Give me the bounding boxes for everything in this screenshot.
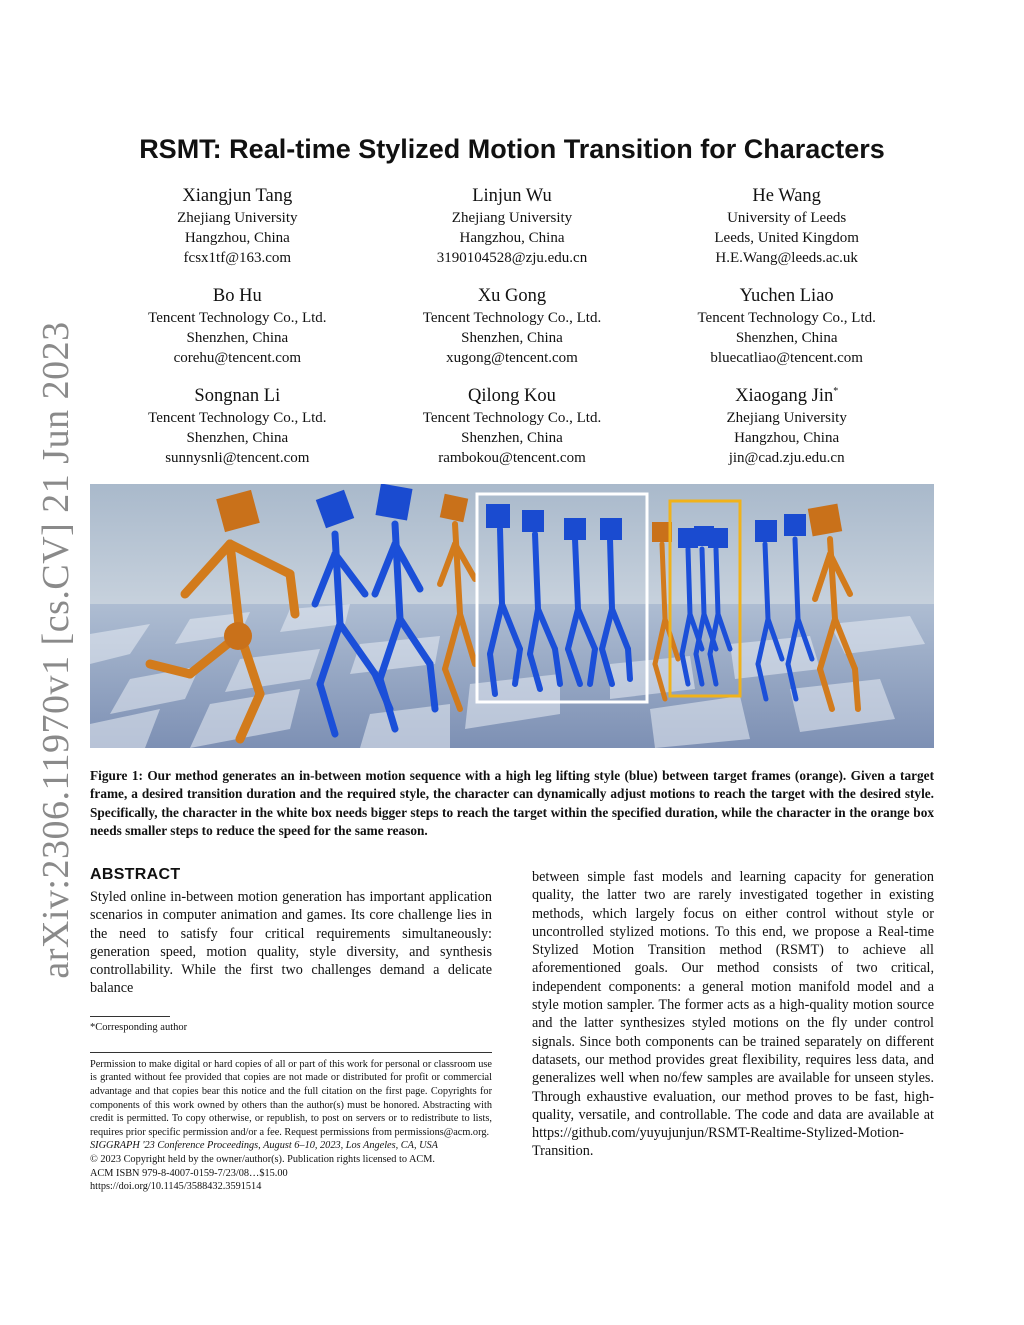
figure-caption-text: Our method generates an in-between motion sequence with a high leg lifting style (blue) between target frames (orange). Given a target frame, a desired transition duration and the required style, the character can dynamically adjust motions to reach the target with the desired style. Specifically, the character in the white box needs bigger steps to reach the target within the specified duration, while the character in the orange box needs smaller steps to reduce the speed for the same reason. [90, 768, 935, 839]
figure-caption [90, 767, 934, 841]
paper-title: RSMT: Real-time Stylized Motion Transition for Characters [139, 134, 885, 164]
author-block [649, 380, 924, 468]
author-block [375, 280, 650, 368]
author-email[interactable]: jin@cad.zju.edu.cn [728, 450, 845, 467]
author-email[interactable]: sunnysnli@tencent.com [165, 450, 310, 467]
author-block [649, 180, 924, 268]
author-location: Shenzhen, China [461, 430, 563, 447]
author-name: Bo Hu [212, 286, 262, 307]
footnote-rule [90, 1016, 170, 1017]
author-name: Xu Gong [477, 286, 547, 307]
author-name: Songnan Li [194, 386, 281, 407]
author-affiliation: Tencent Technology Co., Ltd. [422, 410, 602, 427]
abstract-left-text: Styled online in-between motion generation has important application scenarios in computer animation and games. Its core challenge lies in the need to satisfy four critical requirements simultaneously: generation speed, motion quality, style diversity, and synthesis controllability. While the first two challenges demand a delicate balance [90, 889, 492, 997]
teaser-figure [90, 484, 934, 748]
author-email[interactable]: rambokou@tencent.com [438, 450, 586, 467]
author-affiliation: Zhejiang University [726, 410, 847, 427]
figure-sky [90, 484, 934, 614]
author-location: Leeds, United Kingdom [714, 230, 859, 247]
copyright-line: © 2023 Copyright held by the owner/author(s). Publication rights licensed to ACM. [90, 1153, 436, 1165]
author-block [375, 380, 650, 468]
author-name: Qilong Kou [468, 386, 556, 407]
permission-block [90, 1052, 492, 1194]
author-location: Shenzhen, China [186, 430, 289, 447]
abstract-right-text: between simple fast models and learning capacity for generation quality, the latter two are rarely investigated together in existing methods, which largely focus on either control without style or uncontrolled stylized motions. To this end, we propose a Real-time Stylized Motion Transition method (RSMT) to achieve all aforementioned goals. Our method consists of two critical, independent components: a general motion manifold model and a style motion sampler. The former acts as a high-quality motion source and the latter synthesizes styled motions on the fly under control signals. Since both components can be trained separately on different datasets, our method provides great flexibility, requires less data, and generalizes well when no/few samples are available for unseen styles. Through exhaustive evaluation, our method proves to be fast, high-quality, versatile, and controllable. The code and data are available at https://github.com/yuyujunjun/RSMT-Realtime-Stylized-Motion-Transition. [532, 869, 934, 1160]
author-affiliation: Tencent Technology Co., Ltd. [148, 310, 327, 327]
author-grid [100, 180, 924, 468]
author-location: Shenzhen, China [735, 330, 838, 347]
author-affiliation: Zhejiang University [451, 210, 573, 227]
author-name: Linjun Wu [472, 186, 552, 207]
arxiv-side-stamp: arXiv:2306.11970v1 [cs.CV] 21 Jun 2023 [35, 321, 77, 979]
author-location: Hangzhou, China [459, 230, 565, 247]
author-affiliation: Tencent Technology Co., Ltd. [697, 310, 876, 327]
author-location: Shenzhen, China [186, 330, 289, 347]
author-email[interactable]: bluecatliao@tencent.com [710, 350, 863, 367]
author-location: Hangzhou, China [734, 430, 840, 447]
author-email[interactable]: corehu@tencent.com [173, 350, 302, 367]
left-column [90, 866, 492, 1194]
author-email[interactable]: fcsx1tf@163.com [183, 250, 292, 267]
author-email[interactable]: xugong@tencent.com [446, 350, 578, 367]
author-email[interactable]: H.E.Wang@leeds.ac.uk [715, 250, 858, 267]
author-name: He Wang [752, 186, 821, 207]
right-column [532, 868, 934, 1161]
figure-label: Figure 1: [90, 768, 143, 783]
author-location: Hangzhou, China [184, 230, 290, 247]
isbn-line: ACM ISBN 979-8-4007-0159-7/23/08…$15.00 [90, 1167, 288, 1179]
permission-text: Permission to make digital or hard copies of all or part of this work for personal or classroom use is granted without fee provided that copies are not made or distributed for profit or commercial advantage and that copies bear this notice and the full citation on the first page. Copyrights for components of this work owned by others than the author(s) must be honored. Abstracting with credit is permitted. To copy otherwise, or republish, to post on servers or to redistribute to lists, requires prior specific permission and/or a fee. Request permissions from permissions@acm.org. [90, 1058, 492, 1138]
author-location: Shenzhen, China [461, 330, 563, 347]
conference-line: SIGGRAPH '23 Conference Proceedings, August 6–10, 2023, Los Angeles, CA, USA [90, 1140, 438, 1152]
author-block [100, 380, 375, 468]
author-block [375, 180, 650, 268]
author-block [100, 280, 375, 368]
corresponding-author-footnote: *Corresponding author [90, 1021, 188, 1033]
author-name: Yuchen Liao [739, 286, 834, 307]
author-block [100, 180, 375, 268]
author-name: Xiaogang Jin [735, 386, 834, 407]
author-affiliation: Tencent Technology Co., Ltd. [422, 310, 602, 327]
abstract-heading: ABSTRACT [90, 866, 181, 883]
author-affiliation: University of Leeds [727, 210, 847, 227]
author-block [649, 280, 924, 368]
author-name: Xiangjun Tang [182, 186, 293, 207]
author-mark: * [833, 386, 839, 398]
author-affiliation: Tencent Technology Co., Ltd. [148, 410, 327, 427]
doi-link[interactable]: https://doi.org/10.1145/3588432.3591514 [90, 1181, 262, 1193]
author-affiliation: Zhejiang University [177, 210, 298, 227]
author-email[interactable]: 3190104528@zju.edu.cn [436, 250, 588, 267]
